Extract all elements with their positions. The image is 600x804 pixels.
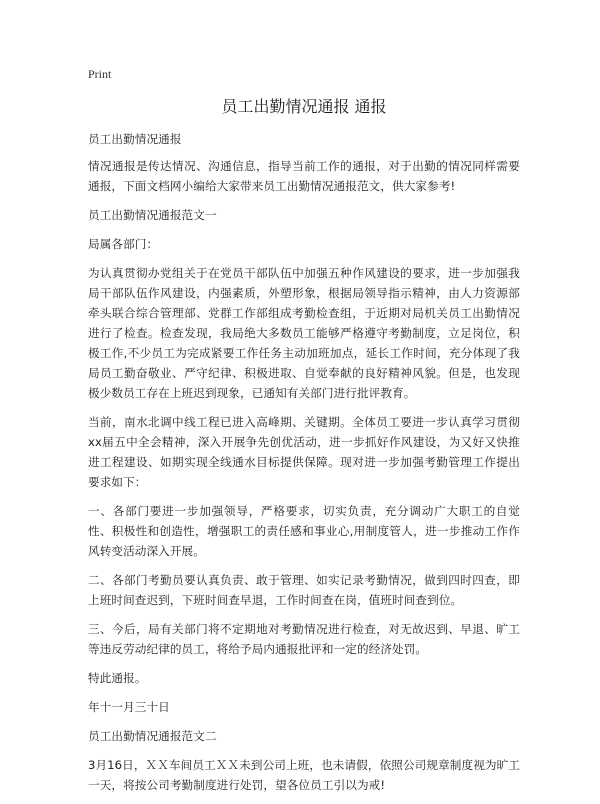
paragraph-requirement-two: 二、各部门考勤员要认真负责、敢于管理、如实记录考勤情况，做到四时四查，即上班时间查迟到，下班时间查早退，工作时间查在岗，值班时间查到位。: [88, 573, 520, 607]
paragraph-salutation: 局属各部门：: [88, 237, 159, 251]
paragraph-sample-two-heading: 员工出勤情况通报范文二: [88, 729, 217, 743]
document-title: 员工出勤情况通报 通报: [221, 97, 387, 116]
paragraph-requirement-one: 一、各部门要进一步加强领导，严格要求，切实负责，充分调动广大职工的自觉性、积极性和创造性，增强职工的责任感和事业心,用制度管人，进一步推动工作作风转变活动深入开展。: [88, 504, 520, 558]
paragraph-sample-one-heading: 员工出勤情况通报范文一: [88, 208, 217, 222]
paragraph-subtitle: 员工出勤情况通报: [88, 132, 182, 146]
paragraph-absence-notice: 3月16日，ＸＸ车间员工ＸＸ未到公司上班，也未请假，依照公司规章制度视为旷工一天，将按公司考勤制度进行处罚，望各位员工引以为戒!: [88, 758, 520, 792]
print-label: Print: [88, 67, 112, 81]
paragraph-inspection: 为认真贯彻办党组关于在党员干部队伍中加强五种作风建设的要求，进一步加强我局干部队伍作风建设，内强素质，外塑形象，根据局领导指示精神，由人力资源部牵头联合综合管理部、党群工作部组成考勤检查组，于近期对局机关员工出勤情况进行了检查。检查发现，我局绝大多数员工能够严格遵守考勤制度，立足岗位，积极工作,不少员工为完成紧要工作任务主动加班加点，延长工作时间，充分体现了我局员工勤奋敬业、严守纪律、积极进取、自觉奉献的良好精神风貌。但是，也发现极少数员工存在上班迟到现象，已通知有关部门进行批评教育。: [88, 266, 520, 400]
paragraph-current-situation: 当前，南水北调中线工程已进入高峰期、关键期。全体员工要进一步认真学习贯彻xx届五中全会精神，深入开展争先创优活动，进一步抓好作风建设，为又好又快推进工程建设、如期实现全线通水目标提供保障。现对进一步加强考勤管理工作提出要求如下：: [88, 415, 520, 489]
paragraph-requirement-three: 三、今后，局有关部门将不定期地对考勤情况进行检查，对无故迟到、早退、旷工等违反劳动纪律的员工，将给予局内通报批评和一定的经济处罚。: [88, 622, 520, 656]
paragraph-intro: 情况通报是传达情况、沟通信息，指导当前工作的通报，对于出勤的情况同样需要通报，下面文档网小编给大家带来员工出勤情况通报范文，供大家参考!: [88, 159, 520, 193]
document-page: [88, 66, 520, 804]
paragraph-notice: 特此通报。: [88, 671, 147, 685]
paragraph-date: 年十一月三十日: [88, 700, 170, 714]
